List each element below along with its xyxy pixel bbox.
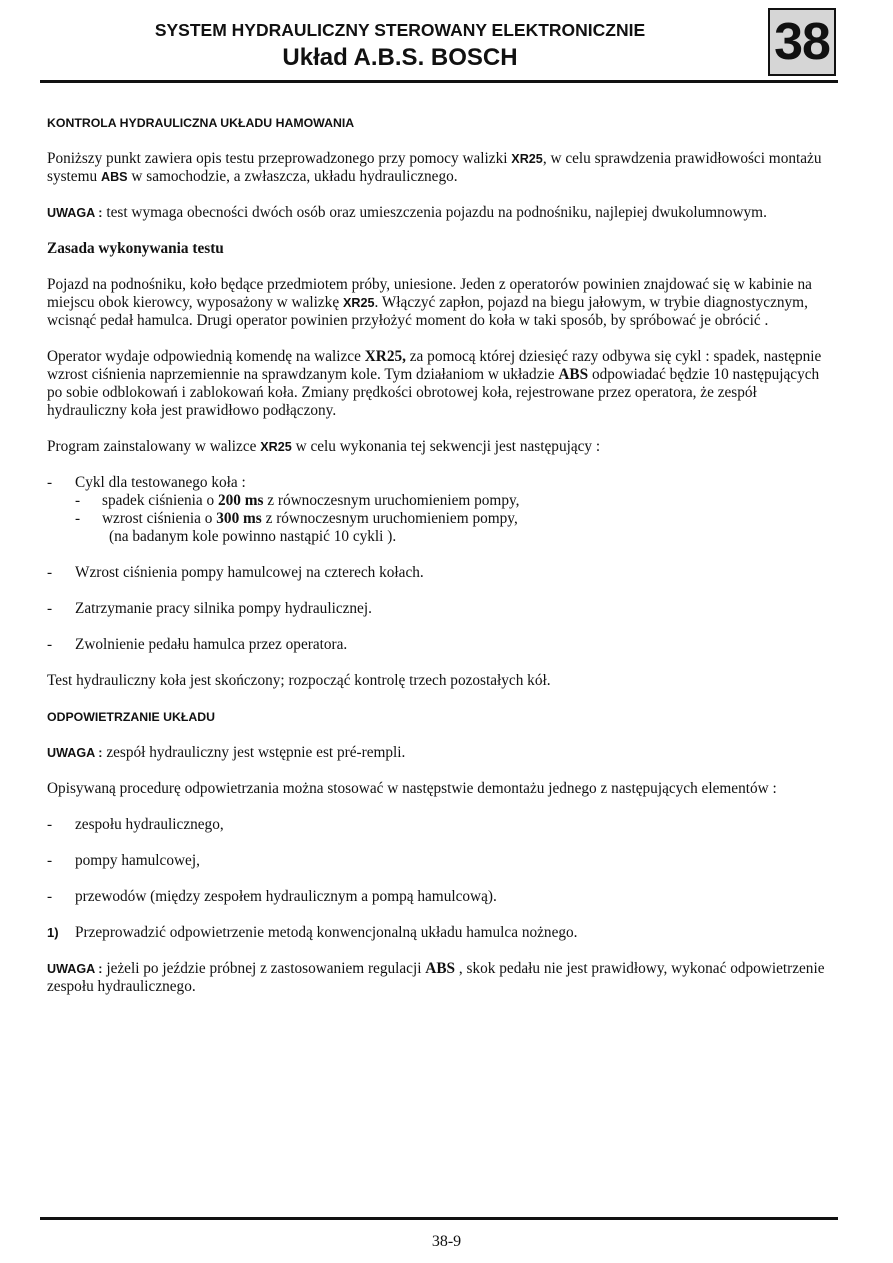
bleeding-note-2: UWAGA : jeżeli po jeździe próbnej z zastosowaniem regulacji ABS , skok pedału nie jest prawidłowy, wykonać odpowietrzenie zespołu hydraulicznego. xyxy=(47,960,825,995)
footer-divider xyxy=(40,1217,838,1220)
page-number: 38-9 xyxy=(431,1233,462,1250)
numbered-step-1: 1) Przeprowadzić odpowietrzenie metodą konwencjonalną układu hamulca nożnego. xyxy=(47,924,578,941)
note-label: UWAGA : xyxy=(47,746,103,760)
sublist-item-pressure-drop: - spadek ciśnienia o 200 ms z równoczesnym uruchomieniem pompy, xyxy=(75,492,520,509)
cycle-count-note: (na badanym kole powinno nastąpić 10 cykli ). xyxy=(109,528,397,545)
header-title: SYSTEM HYDRAULICZNY STEROWANY ELEKTRONICZNIE xyxy=(154,20,646,40)
list-item-cycle: - Cykl dla testowanego koła : xyxy=(47,474,246,491)
note-paragraph: UWAGA : test wymaga obecności dwóch osób oraz umieszczenia pojazdu na podnośniku, najlepiej dwukolumnowym. xyxy=(47,204,767,221)
note-label: UWAGA : xyxy=(47,962,103,976)
list-item: - Wzrost ciśnienia pompy hamulcowej na czterech kołach. xyxy=(47,564,424,581)
list-item: - zespołu hydraulicznego, xyxy=(47,816,224,833)
note-label: UWAGA : xyxy=(47,206,103,220)
list-item: - Zwolnienie pedału hamulca przez operatora. xyxy=(47,636,348,653)
procedure-paragraph-1: Pojazd na podnośniku, koło będące przedmiotem próby, uniesione. Jeden z operatorów powinien znajdować się w kabinie na miejscu obok kierowcy, wyposażony w walizkę XR25. Włączyć zapłon, pojazd na biegu jałowym, w trybie diagnostycznym, wcisnąć pedał hamulca. Drugi operator powinien przyłożyć moment do koła w taki sposób, by spróbować je obrócić . xyxy=(47,276,812,329)
test-end-paragraph: Test hydrauliczny koła jest skończony; rozpocząć kontrolę trzech pozostałych kół. xyxy=(47,672,551,689)
list-item: - przewodów (między zespołem hydraulicznym a pompą hamulcową). xyxy=(47,888,497,905)
procedure-paragraph-2: Operator wydaje odpowiednią komendę na walizce XR25, za pomocą której dziesięć razy odbywa się cykl : spadek, następnie wzrost ciśnienia naprzemiennie na sprawdzanym kole. Tym działaniom w układzie ABS odpowiadać będzie 10 następujących po sobie odblokowań i zablokowań koła. Zmiany prędkości obrotowej koła, rejestrowane przez operatora, że zespół hydrauliczny koła jest prawidłowo podłączony. xyxy=(47,348,822,419)
chapter-number-badge: 38 xyxy=(768,8,836,76)
page-body xyxy=(47,114,827,996)
intro-paragraph: Poniższy punkt zawiera opis testu przeprowadzonego przy pomocy walizki XR25, w celu sprawdzenia prawidłowości montażu systemu ABS w samochodzie, a zwłaszcza, układu hydraulicznego. xyxy=(47,150,822,185)
procedure-paragraph-3: Program zainstalowany w walizce XR25 w celu wykonania tej sekwencji jest następujący : xyxy=(47,438,601,455)
list-item: - Zatrzymanie pracy silnika pompy hydraulicznej. xyxy=(47,600,372,617)
section-heading-hydraulic-check: KONTROLA HYDRAULICZNA UKŁADU HAMOWANIA xyxy=(47,116,355,130)
list-item: - pompy hamulcowej, xyxy=(47,852,200,869)
test-procedure-subheading: Zasada wykonywania testu xyxy=(47,240,224,257)
bleeding-note-1: UWAGA : zespół hydrauliczny jest wstępnie est pré-rempli. xyxy=(47,744,406,761)
bleeding-intro: Opisywaną procedurę odpowietrzania można stosować w następstwie demontażu jednego z następujących elementów : xyxy=(47,780,777,797)
header-divider xyxy=(40,80,838,83)
header-subtitle: Układ A.B.S. BOSCH xyxy=(282,44,518,71)
sublist-item-pressure-rise: - wzrost ciśnienia o 300 ms z równoczesnym uruchomieniem pompy, xyxy=(75,510,518,527)
section-heading-bleeding: ODPOWIETRZANIE UKŁADU xyxy=(47,710,216,724)
